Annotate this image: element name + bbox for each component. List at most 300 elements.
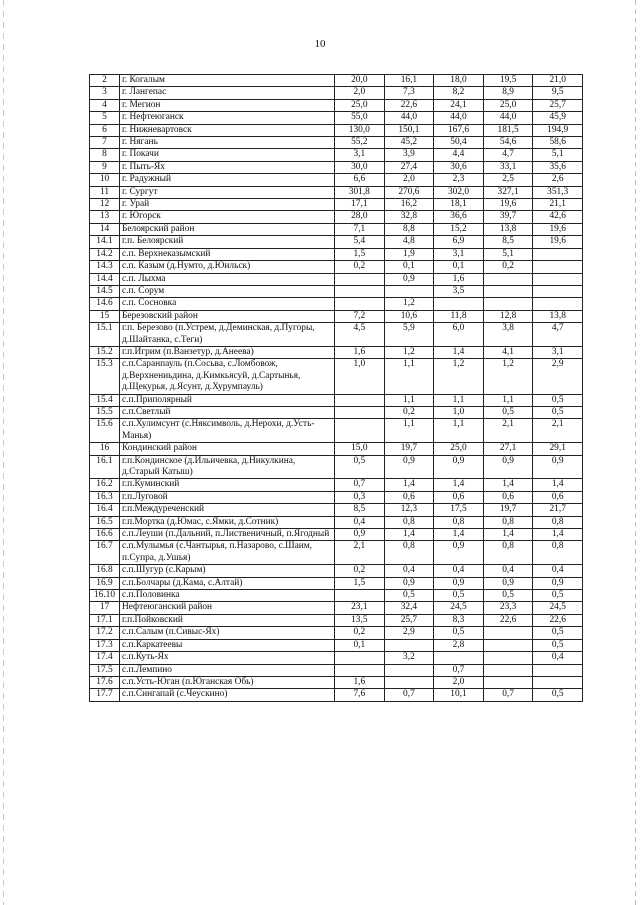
value-cell xyxy=(483,627,533,639)
settlement-name: с.п.Каркатеевы xyxy=(120,639,335,651)
value-cell: 18,0 xyxy=(434,75,484,87)
value-cell: 0,5 xyxy=(533,394,583,406)
table-row xyxy=(90,479,583,491)
value-cell: 4,7 xyxy=(483,149,533,161)
value-cell xyxy=(483,298,533,310)
value-cell: 327,1 xyxy=(483,186,533,198)
value-cell: 8,5 xyxy=(483,236,533,248)
row-number: 17.3 xyxy=(90,639,120,651)
row-number: 16.10 xyxy=(90,590,120,602)
row-number: 6 xyxy=(90,124,120,136)
value-cell: 0,5 xyxy=(483,406,533,418)
table-row xyxy=(90,676,583,688)
value-cell: 5,1 xyxy=(533,149,583,161)
table-row xyxy=(90,639,583,651)
table-row xyxy=(90,149,583,161)
value-cell: 16,2 xyxy=(384,199,434,211)
settlement-name: г. Лангепас xyxy=(120,87,335,99)
value-cell: 44,0 xyxy=(434,112,484,124)
value-cell: 39,7 xyxy=(483,211,533,223)
value-cell: 6,0 xyxy=(434,323,484,347)
value-cell: 0,8 xyxy=(384,541,434,565)
table-row xyxy=(90,273,583,285)
settlement-name: г.п.Игрим (п.Ванзетур, д.Анеева) xyxy=(120,346,335,358)
value-cell: 0,4 xyxy=(434,565,484,577)
settlement-name: Белоярский район xyxy=(120,223,335,235)
value-cell: 21,1 xyxy=(533,199,583,211)
row-number: 7 xyxy=(90,137,120,149)
value-cell: 8,3 xyxy=(434,614,484,626)
value-cell: 1,1 xyxy=(434,419,484,443)
settlement-name: г. Когалым xyxy=(120,75,335,87)
value-cell: 5,9 xyxy=(384,323,434,347)
value-cell: 1,4 xyxy=(483,479,533,491)
value-cell: 36,6 xyxy=(434,211,484,223)
row-number: 2 xyxy=(90,75,120,87)
value-cell: 0,5 xyxy=(335,455,385,479)
value-cell: 1,5 xyxy=(335,248,385,260)
settlement-name: с.п.Сингапай (с.Чеускино) xyxy=(120,689,335,701)
value-cell: 7,6 xyxy=(335,689,385,701)
row-number: 14 xyxy=(90,223,120,235)
value-cell: 1,6 xyxy=(335,346,385,358)
table-body xyxy=(90,75,583,702)
scan-edge-left xyxy=(3,0,4,905)
settlement-name: г.п.Куминский xyxy=(120,479,335,491)
value-cell: 44,0 xyxy=(483,112,533,124)
value-cell: 0,5 xyxy=(533,627,583,639)
value-cell: 25,7 xyxy=(384,614,434,626)
value-cell: 10,1 xyxy=(434,689,484,701)
value-cell: 130,0 xyxy=(335,124,385,136)
value-cell: 2,8 xyxy=(434,639,484,651)
value-cell: 6,9 xyxy=(434,236,484,248)
value-cell xyxy=(483,652,533,664)
value-cell: 0,7 xyxy=(384,689,434,701)
value-cell: 27,4 xyxy=(384,161,434,173)
value-cell xyxy=(384,639,434,651)
value-cell: 2,0 xyxy=(384,174,434,186)
table-row xyxy=(90,323,583,347)
value-cell xyxy=(483,285,533,297)
value-cell: 0,4 xyxy=(483,565,533,577)
value-cell: 0,8 xyxy=(434,516,484,528)
value-cell: 24,5 xyxy=(434,602,484,614)
settlement-name: с.п. Лыхма xyxy=(120,273,335,285)
value-cell: 0,8 xyxy=(483,516,533,528)
value-cell: 8,9 xyxy=(483,87,533,99)
row-number: 3 xyxy=(90,87,120,99)
value-cell: 1,4 xyxy=(533,479,583,491)
value-cell: 0,5 xyxy=(533,406,583,418)
settlement-name: г. Мегион xyxy=(120,99,335,111)
table-row xyxy=(90,443,583,455)
settlement-name: с.п.Светлый xyxy=(120,406,335,418)
row-number: 17 xyxy=(90,602,120,614)
value-cell: 25,7 xyxy=(533,99,583,111)
value-cell: 19,6 xyxy=(533,236,583,248)
value-cell: 55,2 xyxy=(335,137,385,149)
value-cell: 17,5 xyxy=(434,504,484,516)
table-row xyxy=(90,664,583,676)
value-cell: 0,1 xyxy=(335,639,385,651)
value-cell: 1,1 xyxy=(483,394,533,406)
row-number: 16.6 xyxy=(90,529,120,541)
value-cell: 22,6 xyxy=(384,99,434,111)
row-number: 16.1 xyxy=(90,455,120,479)
value-cell: 2,1 xyxy=(533,419,583,443)
value-cell: 4,1 xyxy=(483,346,533,358)
row-number: 15.2 xyxy=(90,346,120,358)
value-cell: 0,2 xyxy=(335,261,385,273)
row-number: 16.8 xyxy=(90,565,120,577)
settlement-name: г.п.Кондинское (д.Ильичевка, д.Никулкина, д.Старый Катыш) xyxy=(120,455,335,479)
value-cell: 5,4 xyxy=(335,236,385,248)
value-cell xyxy=(483,664,533,676)
settlement-name: с.п. Сорум xyxy=(120,285,335,297)
value-cell: 1,5 xyxy=(335,577,385,589)
value-cell: 8,5 xyxy=(335,504,385,516)
value-cell: 25,0 xyxy=(434,443,484,455)
settlement-name: г.п. Белоярский xyxy=(120,236,335,248)
value-cell: 44,0 xyxy=(384,112,434,124)
row-number: 17.2 xyxy=(90,627,120,639)
value-cell xyxy=(533,273,583,285)
settlement-name: г. Нижневартовск xyxy=(120,124,335,136)
table-row xyxy=(90,689,583,701)
data-table xyxy=(89,74,583,702)
value-cell: 9,5 xyxy=(533,87,583,99)
row-number: 13 xyxy=(90,211,120,223)
row-number: 14.5 xyxy=(90,285,120,297)
table-row xyxy=(90,137,583,149)
value-cell: 35,6 xyxy=(533,161,583,173)
value-cell: 0,4 xyxy=(533,652,583,664)
settlement-name: г. Югорск xyxy=(120,211,335,223)
row-number: 15 xyxy=(90,310,120,322)
table-row xyxy=(90,516,583,528)
value-cell: 0,6 xyxy=(533,491,583,503)
row-number: 4 xyxy=(90,99,120,111)
value-cell: 1,4 xyxy=(434,529,484,541)
value-cell: 20,0 xyxy=(335,75,385,87)
value-cell: 2,6 xyxy=(533,174,583,186)
settlement-name: с.п. Сосновка xyxy=(120,298,335,310)
settlement-name: с.п.Салым (п.Сивыс-Ях) xyxy=(120,627,335,639)
table-row xyxy=(90,346,583,358)
settlement-name: с.п.Половинка xyxy=(120,590,335,602)
value-cell: 0,5 xyxy=(434,627,484,639)
value-cell: 0,1 xyxy=(434,261,484,273)
row-number: 14.1 xyxy=(90,236,120,248)
table-row xyxy=(90,602,583,614)
page-number: 10 xyxy=(314,38,326,50)
value-cell: 1,4 xyxy=(384,529,434,541)
value-cell: 0,2 xyxy=(384,406,434,418)
value-cell: 0,2 xyxy=(335,627,385,639)
value-cell: 1,4 xyxy=(384,479,434,491)
table-row xyxy=(90,124,583,136)
value-cell: 301,8 xyxy=(335,186,385,198)
settlement-name: г. Пыть-Ях xyxy=(120,161,335,173)
value-cell: 0,5 xyxy=(533,639,583,651)
value-cell: 0,5 xyxy=(384,590,434,602)
value-cell: 1,6 xyxy=(335,676,385,688)
value-cell: 2,9 xyxy=(384,627,434,639)
value-cell: 3,5 xyxy=(434,285,484,297)
value-cell: 2,1 xyxy=(335,541,385,565)
value-cell xyxy=(335,285,385,297)
settlement-name: г. Радужный xyxy=(120,174,335,186)
table-row xyxy=(90,174,583,186)
table-row xyxy=(90,406,583,418)
value-cell: 1,1 xyxy=(384,419,434,443)
value-cell: 1,1 xyxy=(384,394,434,406)
settlement-name: с.п.Лемпино xyxy=(120,664,335,676)
value-cell xyxy=(434,652,484,664)
value-cell: 16,1 xyxy=(384,75,434,87)
value-cell: 0,5 xyxy=(483,590,533,602)
table-row xyxy=(90,455,583,479)
value-cell: 0,2 xyxy=(483,261,533,273)
value-cell: 0,4 xyxy=(384,565,434,577)
value-cell xyxy=(335,394,385,406)
value-cell xyxy=(483,639,533,651)
value-cell: 1,2 xyxy=(384,298,434,310)
value-cell: 17,1 xyxy=(335,199,385,211)
table-row xyxy=(90,236,583,248)
value-cell: 181,5 xyxy=(483,124,533,136)
value-cell: 10,6 xyxy=(384,310,434,322)
value-cell: 4,7 xyxy=(533,323,583,347)
value-cell: 11,8 xyxy=(434,310,484,322)
row-number: 16.4 xyxy=(90,504,120,516)
row-number: 15.1 xyxy=(90,323,120,347)
settlement-name: г. Нефтеюганск xyxy=(120,112,335,124)
value-cell: 351,3 xyxy=(533,186,583,198)
value-cell: 0,8 xyxy=(483,541,533,565)
value-cell: 1,0 xyxy=(335,359,385,394)
value-cell: 29,1 xyxy=(533,443,583,455)
value-cell xyxy=(483,676,533,688)
table-row xyxy=(90,199,583,211)
value-cell: 12,3 xyxy=(384,504,434,516)
settlement-name: с.п.Мулымья (с.Чантырья, п.Назарово, с.Шаим, п.Супра, д.Ушья) xyxy=(120,541,335,565)
value-cell: 22,6 xyxy=(483,614,533,626)
value-cell: 4,5 xyxy=(335,323,385,347)
value-cell: 30,0 xyxy=(335,161,385,173)
row-number: 15.3 xyxy=(90,359,120,394)
value-cell: 194,9 xyxy=(533,124,583,136)
value-cell: 2,0 xyxy=(434,676,484,688)
value-cell: 0,9 xyxy=(483,577,533,589)
value-cell: 0,7 xyxy=(434,664,484,676)
value-cell xyxy=(384,285,434,297)
value-cell xyxy=(533,298,583,310)
settlement-name: г.п.Пойковский xyxy=(120,614,335,626)
table-row xyxy=(90,491,583,503)
value-cell xyxy=(335,406,385,418)
row-number: 5 xyxy=(90,112,120,124)
value-cell: 5,1 xyxy=(483,248,533,260)
table-row xyxy=(90,565,583,577)
value-cell: 1,2 xyxy=(483,359,533,394)
value-cell: 28,0 xyxy=(335,211,385,223)
value-cell xyxy=(335,664,385,676)
value-cell: 0,7 xyxy=(483,689,533,701)
value-cell xyxy=(533,285,583,297)
value-cell: 24,1 xyxy=(434,99,484,111)
value-cell: 27,1 xyxy=(483,443,533,455)
settlement-name: с.п.Куть-Ях xyxy=(120,652,335,664)
value-cell: 1,4 xyxy=(533,529,583,541)
value-cell: 0,4 xyxy=(533,565,583,577)
row-number: 10 xyxy=(90,174,120,186)
table-row xyxy=(90,161,583,173)
value-cell xyxy=(533,664,583,676)
value-cell xyxy=(434,298,484,310)
value-cell xyxy=(533,261,583,273)
table-row xyxy=(90,627,583,639)
table-row xyxy=(90,577,583,589)
value-cell: 0,9 xyxy=(533,455,583,479)
table-row xyxy=(90,652,583,664)
settlement-name: с.п. Верхнеказымский xyxy=(120,248,335,260)
value-cell: 270,6 xyxy=(384,186,434,198)
row-number: 14.4 xyxy=(90,273,120,285)
value-cell xyxy=(335,419,385,443)
value-cell: 0,1 xyxy=(384,261,434,273)
table-row xyxy=(90,614,583,626)
settlement-name: с.п.Приполярный xyxy=(120,394,335,406)
row-number: 17.6 xyxy=(90,676,120,688)
value-cell: 33,1 xyxy=(483,161,533,173)
value-cell xyxy=(384,664,434,676)
settlement-name: с.п.Усть-Юган (п.Юганская Обь) xyxy=(120,676,335,688)
value-cell: 19,6 xyxy=(533,223,583,235)
table-row xyxy=(90,261,583,273)
value-cell: 19,7 xyxy=(483,504,533,516)
settlement-name: Кондинский район xyxy=(120,443,335,455)
table-row xyxy=(90,285,583,297)
value-cell: 15,2 xyxy=(434,223,484,235)
value-cell: 2,9 xyxy=(533,359,583,394)
value-cell: 0,9 xyxy=(384,455,434,479)
value-cell: 0,9 xyxy=(483,455,533,479)
value-cell: 45,9 xyxy=(533,112,583,124)
value-cell: 0,7 xyxy=(335,479,385,491)
settlement-name: с.п.Леуши (п.Дальний, п.Лиственичный, п.Ягодный xyxy=(120,529,335,541)
value-cell: 1,2 xyxy=(384,346,434,358)
value-cell: 1,2 xyxy=(434,359,484,394)
value-cell: 0,8 xyxy=(533,541,583,565)
table-row xyxy=(90,112,583,124)
value-cell: 0,9 xyxy=(434,455,484,479)
value-cell: 3,1 xyxy=(434,248,484,260)
row-number: 16 xyxy=(90,443,120,455)
value-cell: 0,6 xyxy=(483,491,533,503)
value-cell: 19,7 xyxy=(384,443,434,455)
table-row xyxy=(90,419,583,443)
value-cell: 0,5 xyxy=(434,590,484,602)
value-cell xyxy=(533,248,583,260)
value-cell: 7,2 xyxy=(335,310,385,322)
row-number: 16.3 xyxy=(90,491,120,503)
table-row xyxy=(90,541,583,565)
value-cell: 18,1 xyxy=(434,199,484,211)
value-cell xyxy=(335,590,385,602)
value-cell: 1,0 xyxy=(434,406,484,418)
table-row xyxy=(90,87,583,99)
value-cell: 3,8 xyxy=(483,323,533,347)
value-cell: 0,9 xyxy=(384,577,434,589)
value-cell xyxy=(335,298,385,310)
table-row xyxy=(90,590,583,602)
value-cell: 0,9 xyxy=(384,273,434,285)
value-cell: 0,5 xyxy=(533,590,583,602)
settlement-name: г.п.Междуреченский xyxy=(120,504,335,516)
row-number: 8 xyxy=(90,149,120,161)
value-cell: 3,9 xyxy=(384,149,434,161)
value-cell: 24,5 xyxy=(533,602,583,614)
row-number: 14.3 xyxy=(90,261,120,273)
value-cell: 0,2 xyxy=(335,565,385,577)
value-cell: 19,5 xyxy=(483,75,533,87)
value-cell: 0,9 xyxy=(335,529,385,541)
value-cell: 55,0 xyxy=(335,112,385,124)
table-row xyxy=(90,186,583,198)
value-cell: 25,0 xyxy=(335,99,385,111)
row-number: 16.7 xyxy=(90,541,120,565)
settlement-name: с.п.Хулимсунт (с.Няксимволь, д.Нерохи, д.Усть-Манья) xyxy=(120,419,335,443)
value-cell: 58,6 xyxy=(533,137,583,149)
value-cell: 8,8 xyxy=(384,223,434,235)
value-cell: 6,6 xyxy=(335,174,385,186)
value-cell: 23,3 xyxy=(483,602,533,614)
value-cell: 0,8 xyxy=(384,516,434,528)
value-cell xyxy=(483,273,533,285)
value-cell: 13,8 xyxy=(483,223,533,235)
value-cell: 1,6 xyxy=(434,273,484,285)
row-number: 16.9 xyxy=(90,577,120,589)
value-cell: 50,4 xyxy=(434,137,484,149)
settlement-name: с.п.Шугур (с.Карым) xyxy=(120,565,335,577)
value-cell: 21,0 xyxy=(533,75,583,87)
value-cell: 21,7 xyxy=(533,504,583,516)
table-row xyxy=(90,248,583,260)
value-cell xyxy=(384,676,434,688)
value-cell: 13,5 xyxy=(335,614,385,626)
value-cell: 13,8 xyxy=(533,310,583,322)
value-cell: 54,6 xyxy=(483,137,533,149)
row-number: 15.6 xyxy=(90,419,120,443)
value-cell: 0,4 xyxy=(335,516,385,528)
value-cell xyxy=(533,676,583,688)
settlement-name: г.п. Березово (п.Устрем, д.Деминская, д.Пугоры, д.Шайтанка, с.Теги) xyxy=(120,323,335,347)
settlement-name: Березовский район xyxy=(120,310,335,322)
value-cell: 1,4 xyxy=(434,346,484,358)
value-cell: 8,2 xyxy=(434,87,484,99)
row-number: 16.2 xyxy=(90,479,120,491)
table-row xyxy=(90,298,583,310)
value-cell: 3,1 xyxy=(335,149,385,161)
settlement-name: с.п. Казым (д.Нумто, д.Юильск) xyxy=(120,261,335,273)
value-cell: 32,8 xyxy=(384,211,434,223)
value-cell: 0,3 xyxy=(335,491,385,503)
settlement-name: Нефтеюганский район xyxy=(120,602,335,614)
settlement-name: с.п.Болчары (д.Кама, с.Алтай) xyxy=(120,577,335,589)
value-cell: 1,4 xyxy=(434,479,484,491)
